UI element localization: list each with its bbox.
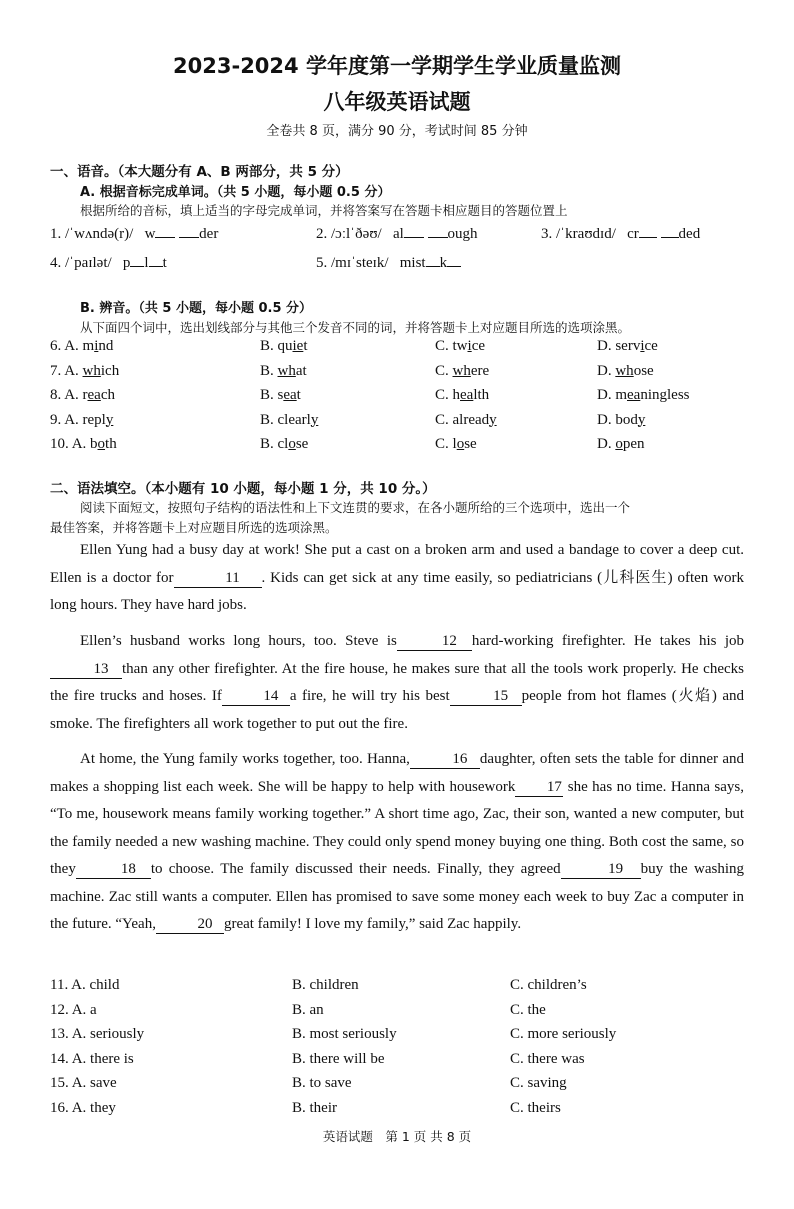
partB-instruction: 从下面四个词中，选出划线部分与其他三个发音不同的词，并将答题卡上对应题目所选的选项涂黑。 <box>80 320 631 335</box>
passage-paragraph-1: Ellen Yung had a busy day at work! She put a cast on a broken arm and used a bandage to cover a deep cut. Ellen is a doctor for 11 . Kids can get sick at any time easily, so pediatricians (儿科医生) often work long hours. They have hard jobs. <box>50 542 744 613</box>
grammar-q13-option-a: 13. A. seriously <box>50 1026 145 1042</box>
grammar-q16-option-a: 16. A. they <box>50 1099 116 1116</box>
partB-heading: B. 辨音。（共 5 小题，每小题 0.5 分） <box>80 301 313 316</box>
partB-q7-option-c: C. where <box>435 362 490 379</box>
grammar-q15-option-c: C. saving <box>510 1075 567 1091</box>
grammar-q14-option-a: 14. A. there is <box>50 1050 134 1067</box>
blank-15: 15 <box>450 687 522 706</box>
blank-20: 20 <box>156 915 224 934</box>
exam-info: 全卷共 8 页，满分 90 分，考试时间 85 分钟 <box>266 124 528 139</box>
phonetic-item-4: 4. /ˈpaɪlət/ p l t <box>50 255 167 271</box>
partB-q8-option-d: D. meaningless <box>597 387 690 403</box>
phonetic-item-5: 5. /mɪˈsteɪk/ mist k <box>316 255 461 272</box>
blank-13: 13 <box>50 660 122 679</box>
section1-heading: 一、语音。（本大题分有 A、B 两部分，共 5 分） <box>50 164 349 180</box>
blank-14: 14 <box>222 687 290 706</box>
grammar-q13-option-b: B. most seriously <box>292 1026 397 1042</box>
blank-16: 16 <box>410 750 480 769</box>
partB-q7-option-b: B. what <box>260 362 307 379</box>
phonetic-item-3: 3. /ˈkraʊdɪd/ cr ded <box>541 226 701 242</box>
page-footer: 英语试题 第 1 页 共 8 页 <box>322 1129 472 1144</box>
section2-instruction-line2: 最佳答案，并将答题卡上对应题目所选的选项涂黑。 <box>50 520 338 535</box>
grammar-q15-option-a: 15. A. save <box>50 1075 117 1091</box>
passage-paragraph-2: Ellen’s husband works long hours, too. Steve is 12 hard-working firefighter. He takes his job13 than any other firefighter. At the fire house, he makes sure that all the tools work properly. He checks the fire trucks and hoses. If 14 a fire, he will try his best 15 people from hot flames (火焰) and smoke. The firefighters all work together to put out the fire. <box>50 633 745 732</box>
partB-q9-option-c: C. already <box>435 411 497 428</box>
partB-q10-option-a: 10. A. both <box>50 436 117 452</box>
grammar-q15-option-b: B. to save <box>292 1075 352 1091</box>
exam-subtitle: 八年级英语试题 <box>323 90 471 114</box>
section2-heading: 二、语法填空。（本小题有 10 小题，每小题 1 分，共 10 分。） <box>50 481 436 497</box>
grammar-q11-option-c: C. children’s <box>510 977 587 993</box>
partB-q10-option-d: D. open <box>597 436 645 452</box>
grammar-q13-option-c: C. more seriously <box>510 1026 617 1042</box>
partB-q7-option-d: D. whose <box>597 362 654 379</box>
grammar-q14-option-c: C. there was <box>510 1050 585 1067</box>
partB-q6-option-c: C. twice <box>435 338 486 354</box>
partB-q9-option-a: 9. A. reply <box>50 411 114 428</box>
blank-11: 11 <box>174 569 262 588</box>
partB-q6-option-b: B. quiet <box>260 338 308 354</box>
partA-instruction: 根据所给的音标，填上适当的字母完成单词，并将答案写在答题卡相应题目的答题位置上 <box>80 203 568 218</box>
partB-q10-option-c: C. lose <box>435 436 477 452</box>
grammar-q12-option-a: 12. A. a <box>50 1001 97 1018</box>
blank-17: 17 <box>515 778 563 797</box>
partB-q7-option-a: 7. A. which <box>50 362 120 379</box>
grammar-q11-option-b: B. children <box>292 977 359 993</box>
phonetic-item-1: 1. /ˈwʌndə(r)/ w der <box>50 226 219 242</box>
grammar-q11-option-a: 11. A. child <box>50 977 120 993</box>
partB-q9-option-b: B. clearly <box>260 411 319 428</box>
exam-title: 2023-2024 学年度第一学期学生学业质量监测 <box>173 54 621 78</box>
partB-q10-option-b: B. close <box>260 436 309 452</box>
phonetic-item-2: 2. /ɔːlˈðəʊ/ al ough <box>316 226 478 242</box>
passage-paragraph-3: At home, the Yung family works together, too. Hanna, 16 daughter, often sets the table for dinner and makes a shopping list each week. She will be happy to help with housework 17 she has no time. Hanna says, “To me, housework means family working together.” A short time ago, Zac, their son, wanted a new computer, but the family needed a new washing machine. They could only spend money buying one thing. Both cost the same, so they 18 to choose. The family discussed their needs. Finally, they agreed 19 buy the washing machine. Zac still wants a computer. Ellen has promised to save some money each week to buy Zac a computer in the future. “Yeah, 20 great family! I love my family,” said Zac happily. <box>50 751 745 932</box>
partB-q6-option-d: D. service <box>597 338 658 354</box>
partB-q6-option-a: 6. A. mind <box>50 338 114 354</box>
blank-18: 18 <box>76 860 151 879</box>
grammar-q16-option-c: C. theirs <box>510 1099 561 1116</box>
partB-q9-option-d: D. body <box>597 411 646 428</box>
grammar-q12-option-c: C. the <box>510 1001 546 1018</box>
partB-q8-option-b: B. seat <box>260 387 301 403</box>
partB-q8-option-c: C. health <box>435 387 490 403</box>
grammar-q16-option-b: B. their <box>292 1099 337 1116</box>
blank-12: 12 <box>397 632 472 651</box>
grammar-q12-option-b: B. an <box>292 1001 324 1018</box>
partA-heading: A. 根据音标完成单词。（共 5 小题，每小题 0.5 分） <box>80 185 391 200</box>
section2-instruction-line1: 阅读下面短文，按照句子结构的语法性和上下文连贯的要求，在各小题所给的三个选项中，选出一个 <box>80 500 631 515</box>
partB-q8-option-a: 8. A. reach <box>50 387 116 403</box>
blank-19: 19 <box>561 860 641 879</box>
grammar-q14-option-b: B. there will be <box>292 1050 385 1067</box>
